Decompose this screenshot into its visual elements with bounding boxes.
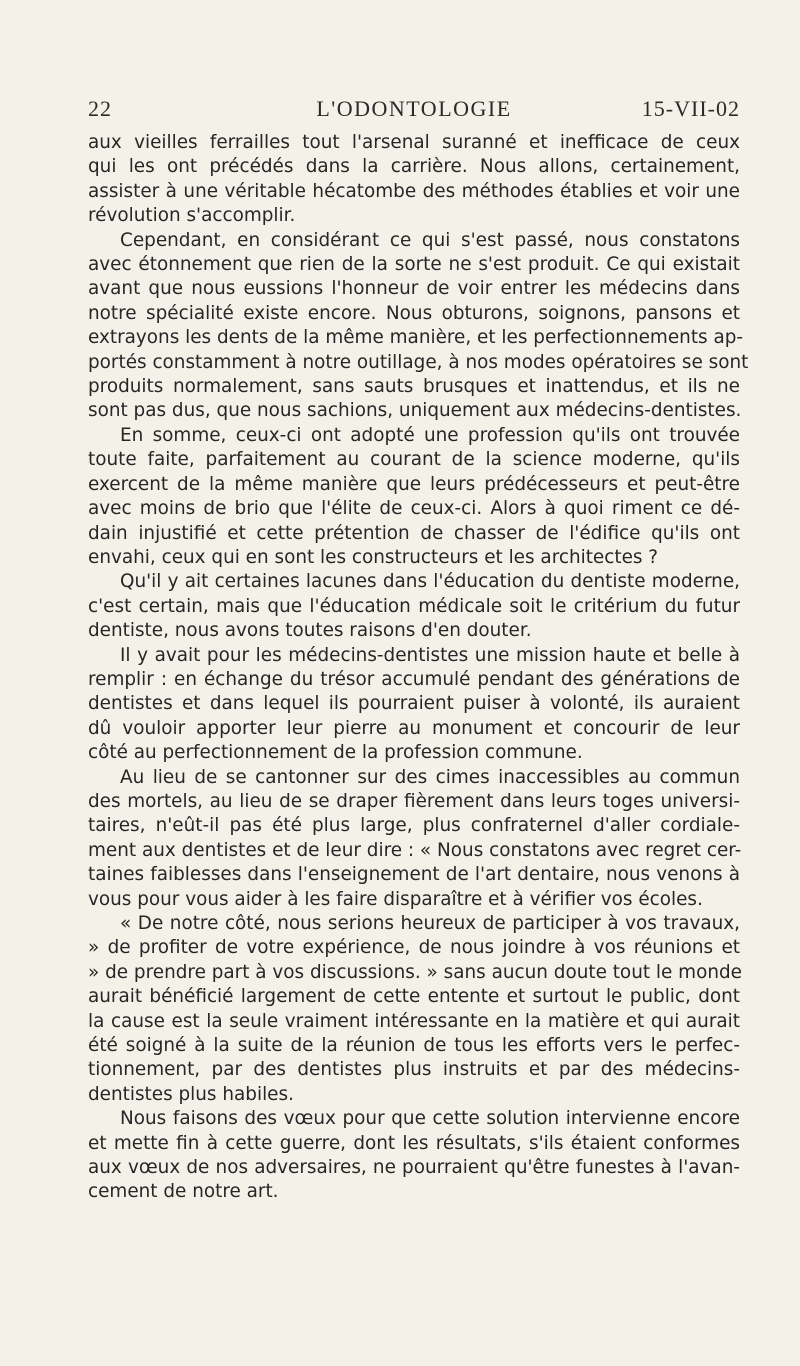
text-line: révolution s'accomplir. [88, 205, 296, 227]
text-line: avec moins de brio que l'élite de ceux-ci. Alors à quoi riment ce dé- [88, 498, 740, 520]
text-line: sont pas dus, que nous sachions, uniquement aux médecins-dentistes. [88, 400, 742, 422]
text-line: remplir : en échange du trésor accumulé pendant des générations de [88, 668, 740, 690]
paragraph [88, 766, 740, 912]
text-line: assister à une véritable hécatombe des méthodes établies et voir une [88, 180, 740, 202]
text-line: tionnement, par des dentistes plus instruits et par des médecins- [88, 1059, 740, 1081]
text-line: dain injustifié et cette prétention de chasser de l'édifice qu'ils ont [88, 522, 740, 544]
text-line: c'est certain, mais que l'éducation médicale soit le critérium du futur [88, 595, 740, 617]
text-line: des mortels, au lieu de se draper fièrement dans leurs toges universi- [88, 790, 740, 812]
text-line: taines faiblesses dans l'enseignement de l'art dentaire, nous venons à [88, 864, 740, 886]
text-line: toute faite, parfaitement au courant de la science moderne, qu'ils [88, 449, 740, 471]
text-line: dentistes plus habiles. [88, 1083, 294, 1105]
text-line: aux vœux de nos adversaires, ne pourraient qu'être funestes à l'avan- [88, 1157, 740, 1179]
text-line: dentistes et dans lequel ils pourraient puiser à volonté, ils auraient [88, 693, 740, 715]
text-line: produits normalement, sans sauts brusques et inattendus, et ils ne [88, 376, 740, 398]
text-line: dû vouloir apporter leur pierre au monument et concourir de leur [88, 717, 740, 739]
page-number: 22 [88, 96, 112, 121]
text-line: aux vieilles ferrailles tout l'arsenal suranné et inefficace de ceux [88, 132, 740, 153]
text-line: vous pour vous aider à les faire disparaître et à vérifier vos écoles. [88, 888, 703, 910]
text-line: ment aux dentistes et de leur dire : « Nous constatons avec regret cer- [88, 839, 742, 861]
paragraph [88, 229, 749, 424]
text-line: la cause est la seule vraiment intéressante en la matière et qui aurait [88, 1010, 740, 1032]
paragraph [88, 644, 740, 766]
paragraph [88, 424, 740, 570]
text-line: dentiste, nous avons toutes raisons d'en douter. [88, 620, 532, 642]
text-line: Cependant, en considérant ce qui s'est passé, nous constatons [120, 229, 740, 251]
text-line: qui les ont précédés dans la carrière. Nous allons, certainement, [88, 156, 740, 178]
text-line: aurait bénéficié largement de cette entente et surtout le public, dont [88, 986, 740, 1008]
text-line: extrayons les dents de la même manière, et les perfectionnements ap- [88, 327, 744, 349]
body-text [88, 131, 749, 1205]
text-line: taires, n'eût-il pas été plus large, plus confraternel d'aller cordiale- [88, 815, 740, 837]
paragraph [88, 1107, 740, 1205]
paragraph [88, 912, 740, 1107]
paragraph [88, 131, 740, 229]
text-line: » de prendre part à vos discussions. » sans aucun doute tout le monde [88, 961, 742, 983]
text-line: avant que nous eussions l'honneur de voir entrer les médecins dans [88, 278, 740, 300]
running-head [88, 96, 740, 126]
text-line: portés constamment à notre outillage, à nos modes opératoires se sont [88, 351, 749, 373]
text-line: » de profiter de votre expérience, de nous joindre à vos réunions et [88, 937, 740, 959]
journal-title: L'ODONTOLOGIE [316, 96, 512, 121]
text-line: et mette fin à cette guerre, dont les résultats, s'ils étaient conformes [88, 1132, 740, 1154]
text-line: cement de notre art. [88, 1181, 279, 1203]
text-line: En somme, ceux-ci ont adopté une profession qu'ils ont trouvée [120, 424, 740, 446]
text-line: côté au perfectionnement de la profession commune. [88, 742, 583, 764]
text-line: Nous faisons des vœux pour que cette solution intervienne encore [120, 1108, 740, 1130]
text-line: Il y avait pour les médecins-dentistes une mission haute et belle à [120, 644, 740, 666]
paragraph [88, 570, 740, 643]
text-line: Qu'il y ait certaines lacunes dans l'éducation du dentiste moderne, [120, 571, 740, 593]
text-line: exercent de la même manière que leurs prédécesseurs et peut-être [88, 473, 740, 495]
text-line: Au lieu de se cantonner sur des cimes inaccessibles au commun [120, 766, 740, 788]
text-line: « De notre côté, nous serions heureux de participer à vos travaux, [120, 913, 740, 934]
text-line: envahi, ceux qui en sont les constructeurs et les architectes ? [88, 546, 659, 568]
issue-date: 15-VII-02 [641, 96, 740, 121]
text-line: été soigné à la suite de la réunion de tous les efforts vers le perfec- [88, 1035, 740, 1057]
text-line: avec étonnement que rien de la sorte ne s'est produit. Ce qui existait [88, 254, 740, 276]
text-line: notre spécialité existe encore. Nous obturons, soignons, pansons et [88, 302, 740, 324]
